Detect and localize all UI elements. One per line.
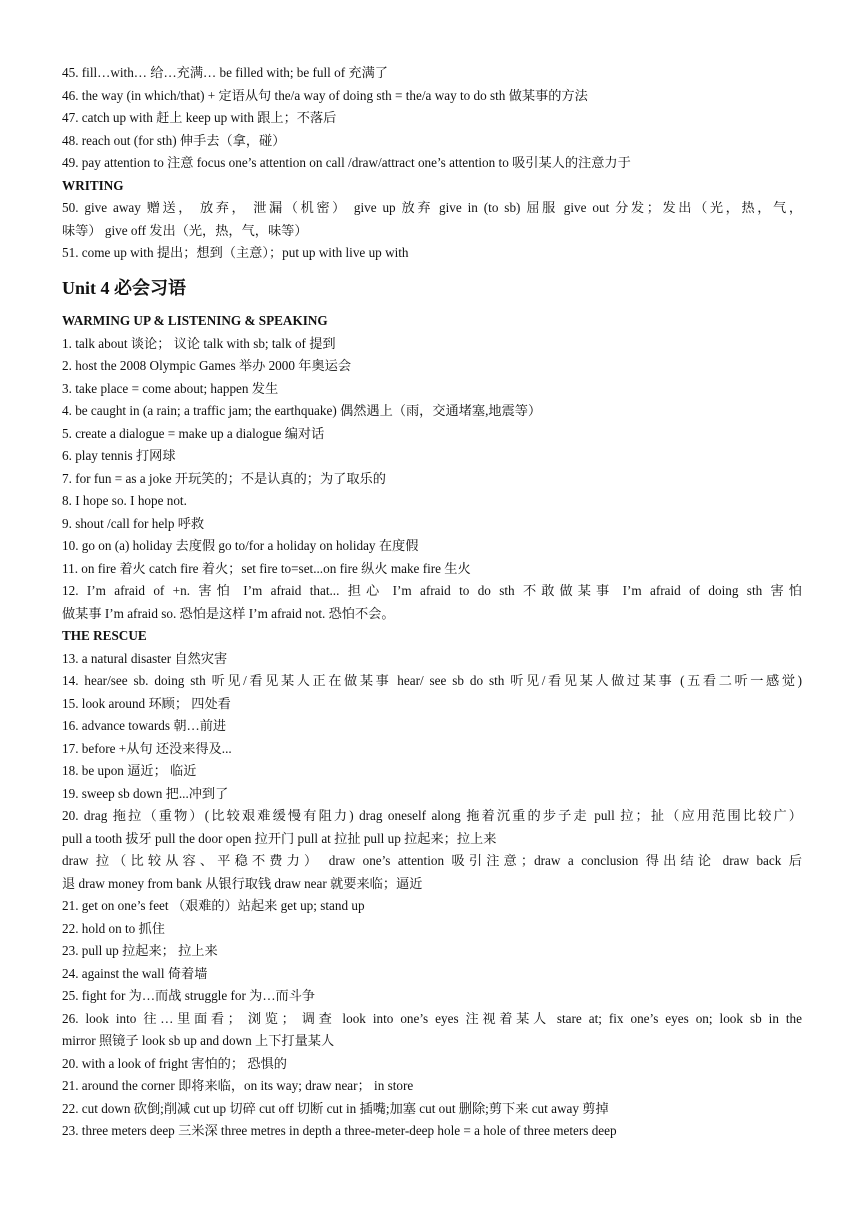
text-line: 16. advance towards 朝…前进 bbox=[62, 718, 227, 733]
text-line: 23. pull up 拉起来； 拉上来 bbox=[62, 943, 218, 958]
text-line: draw 拉（比较从容、平稳不费力） draw one’s attention 吸引注意；draw a conclusion 得出结论 draw back 后 bbox=[62, 853, 802, 868]
text-line: 味等） give off 发出（光，热，气，味等） bbox=[62, 223, 308, 238]
text-line: 22. cut down 砍倒;削减 cut up 切碎 cut off 切断 cut in 插嘴;加塞 cut out 删除;剪下来 cut away 剪掉 bbox=[62, 1101, 609, 1116]
text-line: 49. pay attention to 注意 focus one’s attention on call /draw/attract one’s attention to 吸引某人的注意力于 bbox=[62, 155, 631, 170]
section-heading: WARMING UP & LISTENING & SPEAKING bbox=[62, 313, 328, 328]
text-line: 15. look around 环顾； 四处看 bbox=[62, 696, 231, 711]
text-line: 退 draw money from bank 从银行取钱 draw near 就要来临；逼近 bbox=[62, 876, 423, 891]
text-line: 25. fight for 为…而战 struggle for 为…而斗争 bbox=[62, 988, 316, 1003]
text-line: 8. I hope so. I hope not. bbox=[62, 493, 187, 508]
text-line: 4. be caught in (a rain; a traffic jam; the earthquake) 偶然遇上（雨，交通堵塞,地震等） bbox=[62, 403, 542, 418]
text-line: 5. create a dialogue = make up a dialogue 编对话 bbox=[62, 426, 325, 441]
text-line: 48. reach out (for sth) 伸手去（拿，碰） bbox=[62, 133, 286, 148]
text-line: 17. before +从句 还没来得及... bbox=[62, 741, 232, 756]
text-line: 46. the way (in which/that) + 定语从句 the/a way of doing sth = the/a way to do sth 做某事的方法 bbox=[62, 88, 588, 103]
text-line: mirror 照镜子 look sb up and down 上下打量某人 bbox=[62, 1033, 335, 1048]
text-line: 21. around the corner 即将来临，on its way; draw near； in store bbox=[62, 1078, 414, 1093]
text-line: 21. get on one’s feet （艰难的）站起来 get up; stand up bbox=[62, 898, 365, 913]
text-line: 14. hear/see sb. doing sth 听见/看见某人正在做某事 hear/ see sb do sth 听见/看见某人做过某事 (五看二听一感觉) bbox=[62, 673, 802, 688]
text-line: 26. look into 往…里面看； 浏览； 调查 look into one’s eyes 注视着某人 stare at; fix one’s eyes on; look sb in the bbox=[62, 1011, 802, 1026]
text-line: 7. for fun = as a joke 开玩笑的；不是认真的；为了取乐的 bbox=[62, 471, 386, 486]
text-line: 22. hold on to 抓住 bbox=[62, 921, 165, 936]
section-heading: WRITING bbox=[62, 178, 124, 193]
text-line: 20. with a look of fright 害怕的； 恐惧的 bbox=[62, 1056, 287, 1071]
text-line: 1. talk about 谈论； 议论 talk with sb; talk of 提到 bbox=[62, 336, 336, 351]
text-line: 13. a natural disaster 自然灾害 bbox=[62, 651, 228, 666]
text-line: 19. sweep sb down 把...冲到了 bbox=[62, 786, 229, 801]
text-line: 20. drag 拖拉（重物）(比较艰难缓慢有阻力) drag oneself along 拖着沉重的步子走 pull 拉；扯（应用范围比较广） bbox=[62, 808, 802, 823]
text-line: 51. come up with 提出；想到（主意）；put up with live up with bbox=[62, 245, 409, 260]
text-line: 12. I’m afraid of +n. 害怕 I’m afraid that... 担心 I’m afraid to do sth 不敢做某事 I’m afraid of doing sth 害怕 bbox=[62, 583, 802, 598]
text-line: 10. go on (a) holiday 去度假 go to/for a holiday on holiday 在度假 bbox=[62, 538, 419, 553]
text-line: 11. on fire 着火 catch fire 着火；set fire to=set...on fire 纵火 make fire 生火 bbox=[62, 561, 471, 576]
text-line: 6. play tennis 打网球 bbox=[62, 448, 176, 463]
unit-title: Unit 4 必会习语 bbox=[62, 278, 187, 298]
text-line: 45. fill…with… 给…充满… be filled with; be full of 充满了 bbox=[62, 65, 388, 80]
text-line: 3. take place = come about; happen 发生 bbox=[62, 381, 279, 396]
text-line: 2. host the 2008 Olympic Games 举办 2000 年奥运会 bbox=[62, 358, 352, 373]
text-line: 23. three meters deep 三米深 three metres in depth a three-meter-deep hole = a hole of three meters deep bbox=[62, 1123, 617, 1138]
text-line: pull a tooth 拔牙 pull the door open 拉开门 pull at 拉扯 pull up 拉起来；拉上来 bbox=[62, 831, 497, 846]
text-line: 50. give away 赠送， 放弃， 泄漏（机密） give up 放弃 give in (to sb) 屈服 give out 分发；发出（光，热，气， bbox=[62, 200, 802, 215]
text-line: 18. be upon 逼近； 临近 bbox=[62, 763, 197, 778]
text-line: 做某事 I’m afraid so. 恐怕是这样 I’m afraid not. 恐怕不会。 bbox=[62, 606, 395, 621]
section-heading: THE RESCUE bbox=[62, 628, 147, 643]
text-line: 47. catch up with 赶上 keep up with 跟上；不落后 bbox=[62, 110, 337, 125]
text-line: 24. against the wall 倚着墙 bbox=[62, 966, 208, 981]
text-line: 9. shout /call for help 呼救 bbox=[62, 516, 205, 531]
